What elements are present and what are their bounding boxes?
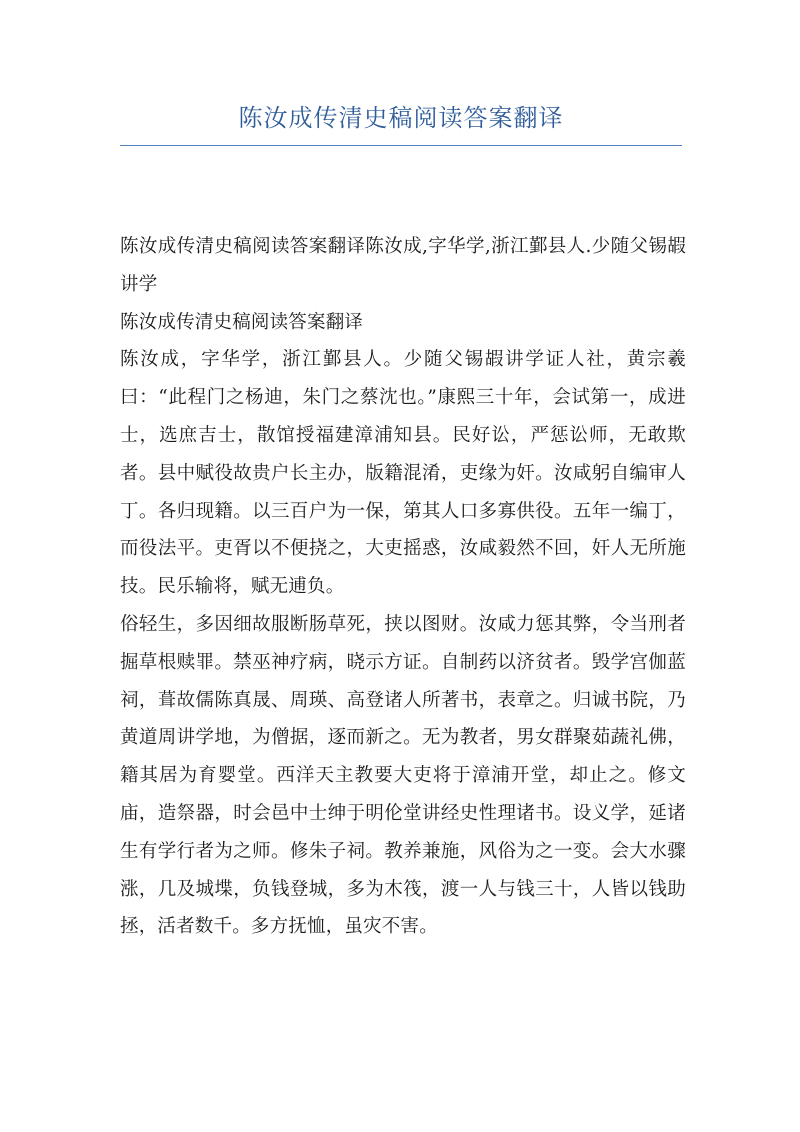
title-underline [120, 145, 682, 146]
page-title: 陈汝成传清史稿阅读答案翻译 [238, 104, 564, 132]
paragraph-main-2: 俗轻生，多因细故服断肠草死，挟以图财。汝咸力惩其弊，令当刑者掘草根赎罪。禁巫神疗病，晓示方证。自制药以济贫者。毁学宫伽蓝祠，葺故儒陈真晟、周瑛、高登诸人所著书，表章之。归诚书院，乃黄道周讲学地，为僧据，逐而新之。无为教者，男女群聚茹蔬礼佛，籍其居为育婴堂。西洋天主教要大吏将于漳浦开堂，却止之。修文庙，造祭器，时会邑中士绅于明伦堂讲经史性理诸书。设义学，延诸生有学行者为之师。修朱子祠。教养兼施，风俗为之一变。会大水骤涨，几及城堞，负钱登城，多为木筏，渡一人与钱三十，人皆以钱助拯，活者数千。多方抚恤，虽灾不害。 [120, 613, 686, 938]
document-body [120, 228, 686, 946]
paragraph-main-1: 陈汝成，字华学，浙江鄞县人。少随父锡嘏讲学证人社，黄宗羲曰：“此程门之杨迪，朱门之蔡沈也。”康熙三十年，会试第一，成进士，选庶吉士，散馆授福建漳浦知县。民好讼，严惩讼师，无敢欺者。县中赋役故贵户长主办，版籍混淆，吏缘为奸。汝咸躬自编审人丁。各归现籍。以三百户为一保，第其人口多寡供役。五年一编丁，而役法平。吏胥以不便挠之，大吏摇惑，汝咸毅然不回，奸人无所施技。民乐输将，赋无逋负。 [120, 349, 686, 598]
paragraph-intro: 陈汝成传清史稿阅读答案翻译陈汝成,字华学,浙江鄞县人.少随父锡嘏讲学 [120, 236, 686, 295]
paragraph-subtitle: 陈汝成传清史稿阅读答案翻译 [120, 311, 364, 333]
